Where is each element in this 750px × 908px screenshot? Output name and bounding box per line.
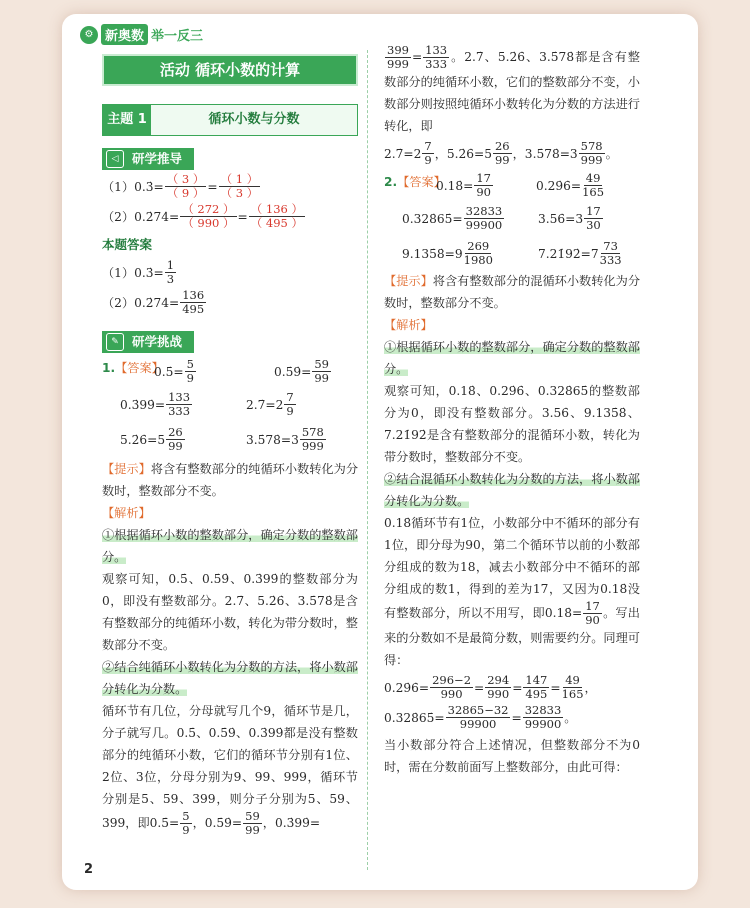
eq-lhs: 0.5̇=: [149, 816, 180, 830]
column-divider: [367, 50, 368, 870]
step-highlight: ①根据循环小数的整数部分，确定分数的整数部分。: [384, 340, 640, 376]
fraction: [165, 173, 207, 200]
q1-step2: [102, 656, 358, 700]
brand-subtitle: 举一反三: [151, 29, 204, 44]
q1-item: [246, 391, 372, 418]
q1-hint: [102, 458, 358, 502]
fraction: [243, 810, 262, 837]
q1-item: [154, 358, 274, 385]
hint-text: 将含有整数部分的混循环小数转化为分数时，整数部分不变。: [384, 274, 641, 310]
fraction: [582, 172, 604, 199]
numerator: 7: [286, 390, 294, 404]
denominator: 90: [585, 613, 600, 627]
numerator: （ 136 ）: [250, 202, 303, 216]
denominator: 495: [525, 687, 548, 701]
q2-paragraph-3: 当小数部分符合上述情况，但整数部分不为0时，需在分数前面写上整数部分，由此可得：: [384, 738, 640, 774]
item-lhs: 7.21̇92̇=7: [538, 246, 599, 261]
q1-grid-rest: [120, 388, 358, 456]
q1-item: [120, 426, 246, 453]
fraction: [385, 44, 411, 71]
numerator: 7: [424, 139, 432, 153]
eq-lhs: 2.7̇=2: [384, 146, 422, 161]
denominator: 99: [168, 439, 183, 453]
denominator: 990: [487, 687, 510, 701]
paragraph-text: 循环节有几位，分母就写几个9，循环节是几，分子就写几。0.5̇、0.5̇9̇、0.3̇99̇都是没有整数部分的纯循环小数，它们的循环节分别有1位、2位、3位，分母分别为9、99、999，循环节分别是5、59、399，则分子分别为5、59、399，即: [102, 704, 358, 830]
fraction: [249, 203, 305, 230]
paragraph-text: 0.18̇循环节有1位，小数部分中不循环的部分有1位，即分母为90，第二个循环节以前的小数部分组成的数为18，减去小数部分中不循环的部分组成的数1，得到的差为17，又因为0.18̇没有整数部分，所以不用写，即: [384, 516, 640, 620]
answer-tag: 【答案】: [397, 175, 446, 189]
denominator: 30: [586, 218, 601, 232]
eq-lhs: 0.29̇6̇=: [384, 680, 430, 695]
eq-a: 0.29̇6̇= $\frac{296-2}{990}$ = $\frac{294}{990}$ = $\frac{147}{495}$ = $\frac{49}{165}$ ，: [384, 673, 597, 701]
fraction: [579, 140, 605, 167]
equals: =: [207, 179, 218, 194]
eq-lhs: ，5.2̇6̇=5: [434, 146, 492, 161]
q2-step1: [384, 336, 640, 380]
numerator: 59: [245, 809, 260, 823]
fraction: [180, 203, 236, 230]
activity-title: 活动 循环小数的计算: [102, 54, 358, 86]
left-column: [102, 54, 358, 837]
numerator: 73: [603, 239, 618, 253]
numerator: 26: [168, 425, 183, 439]
step-highlight: ②结合纯循环小数转化为分数的方法，将小数部分转化为分数。: [102, 660, 358, 696]
q2-item: [436, 172, 536, 199]
fraction: [165, 259, 176, 286]
derive-lhs: （1）0.3̇=: [102, 179, 164, 194]
denominator: 990: [440, 687, 463, 701]
numerator: 32833: [465, 204, 503, 218]
denominator: 333: [599, 253, 622, 267]
denominator: 9: [182, 823, 190, 837]
theme-bar: [102, 104, 358, 136]
numerator: 136: [182, 288, 205, 302]
derive-2: [102, 203, 358, 230]
denominator: 99900: [465, 218, 503, 232]
numerator: 5: [186, 357, 194, 371]
numerator: 133: [425, 43, 448, 57]
eq-lhs: 0.328̇65̇=: [384, 710, 445, 725]
fraction: [485, 674, 511, 701]
numerator: 147: [525, 673, 548, 687]
q1-item: [246, 426, 372, 453]
q2-item: [402, 240, 538, 267]
theme-title: 循环小数与分数: [151, 105, 357, 135]
q2-item: [402, 205, 538, 232]
eq-b: 0.328̇65̇= $\frac{32865-32}{99900}$ = $\frac{32833}{99900}$ 。: [384, 703, 577, 731]
item-lhs: 0.5̇9̇=: [274, 364, 312, 379]
question-number: 2.: [384, 175, 398, 189]
fraction: [464, 240, 493, 267]
eq-lhs: 0.18̇=: [544, 606, 583, 620]
q2-paragraph-2: [384, 512, 640, 671]
fraction: [180, 810, 191, 837]
item-lhs: 3.5̇78̇=3: [246, 432, 299, 447]
numerator: 17: [585, 599, 600, 613]
numerator: 49: [565, 673, 580, 687]
numerator: 399: [387, 43, 409, 57]
fraction: [284, 391, 295, 418]
paragraph-text: 。2.7̇、5.2̇6̇、3.5̇78̇都是含有整数部分的纯循环小数，它们的整数部分不变，小数部分则按照纯循环小数转化为分数的方法进行转化，即: [384, 50, 640, 133]
denominator: 9: [286, 404, 294, 418]
fraction: [600, 240, 622, 267]
answer-title: 本题答案: [102, 237, 153, 252]
q2-item: [538, 240, 658, 267]
numerator: （ 272 ）: [182, 202, 235, 216]
q2-grid: [436, 169, 640, 202]
fraction: [523, 674, 549, 701]
denominator: 99: [314, 371, 329, 385]
fraction: [523, 704, 564, 731]
fraction: [300, 426, 326, 453]
denominator: （ 990 ）: [182, 216, 235, 230]
hint-text: 将含有整数部分的纯循环小数转化为分数时，整数部分不变。: [102, 462, 359, 498]
question-number: 1.: [102, 361, 116, 375]
numerator: 32865−32: [447, 703, 509, 717]
denominator: 1980: [463, 253, 493, 267]
fraction: [166, 426, 185, 453]
logo-icon: ⚙: [80, 26, 98, 44]
fraction: [583, 600, 602, 627]
denominator: 99: [245, 823, 260, 837]
numerator: 49: [585, 171, 601, 185]
numerator: 1: [166, 258, 175, 272]
derive-lhs: （2）0.2̇74̇=: [102, 209, 180, 224]
answer-lhs: （1）0.3̇=: [102, 265, 164, 280]
item-lhs: 5.2̇6̇=5: [120, 432, 166, 447]
q2-item: [536, 172, 656, 199]
q1-paragraph-1: 观察可知，0.5̇、0.5̇9̇、0.3̇99̇的整数部分为0，即没有整数部分。2.7̇、5.2̇6̇、3.5̇78̇是含有整数部分的纯循环小数，转化为带分数时，整数部分不变。: [102, 572, 358, 652]
q2-paragraph-1: 观察可知，0.18̇、0.29̇6̇、0.328̇65̇的整数部分为0，即没有整数部分。3.56̇、9.135̇8̇、7.21̇92̇是含有整数部分的混循环小数，转化为带分数时，整数部分不变。: [384, 384, 640, 464]
paragraph-tail: 。写出来的分数如不是最简分数，则需要约分。同理可得：: [384, 606, 640, 667]
section-derive: [102, 148, 194, 170]
numerator: 59: [314, 357, 329, 371]
item-lhs: 0.5̇=: [154, 364, 184, 379]
derive-1: [102, 173, 358, 200]
item-lhs: 0.29̇6̇=: [536, 178, 582, 193]
denominator: 495: [182, 302, 205, 316]
q1-item: [274, 358, 394, 385]
denominator: 333: [425, 57, 448, 71]
denominator: 333: [168, 404, 191, 418]
fraction: [464, 205, 505, 232]
section-derive-label: 研学推导: [132, 151, 183, 166]
answer-lhs: （2）0.2̇74̇=: [102, 295, 180, 310]
item-lhs: 0.18̇=: [436, 178, 474, 193]
fraction: [430, 674, 473, 701]
fraction: [422, 140, 433, 167]
numerator: 17: [586, 204, 601, 218]
denominator: 3: [166, 272, 175, 286]
denominator: 99900: [524, 717, 562, 731]
item-lhs: 0.328̇65̇=: [402, 211, 463, 226]
page: [62, 14, 698, 890]
item-lhs: 3.56̇=3: [538, 211, 584, 226]
eq-lhs: ，3.5̇78̇=3: [512, 146, 578, 161]
denominator: 165: [561, 687, 584, 701]
item-lhs: 9.135̇8̇=9: [402, 246, 463, 261]
denominator: 99900: [459, 717, 497, 731]
step-highlight: ①根据循环小数的整数部分，确定分数的整数部分。: [102, 528, 358, 564]
denominator: 999: [301, 439, 324, 453]
answer-1: [102, 259, 358, 286]
numerator: 5: [182, 809, 190, 823]
section-challenge-label: 研学挑战: [132, 334, 183, 349]
numerator: 26: [494, 139, 510, 153]
q2-hint: [384, 270, 640, 314]
brand: [80, 24, 203, 45]
numerator: 32833: [524, 703, 562, 717]
fraction: [562, 674, 584, 701]
q1-item: [120, 391, 246, 418]
fraction: [219, 173, 261, 200]
denominator: （ 495 ）: [250, 216, 303, 230]
fraction: [166, 391, 192, 418]
fraction: [474, 172, 493, 199]
r-paragraph-0: $\frac{399}{999}$ = $\frac{133}{333}$ 。2.7̇、5.2̇6̇、3.5̇78̇都是含有整数部分的纯循环小数，它们的整数部分不变，小数部分则按照纯循环小数转化为分数的方法进行转化，即: [384, 43, 640, 133]
denominator: 90: [476, 185, 491, 199]
q1-paragraph-2: [102, 700, 358, 837]
denominator: （ 9 ）: [166, 186, 205, 200]
numerator: （ 3 ）: [166, 172, 205, 186]
denominator: 999: [580, 153, 603, 167]
brand-name: 新奥数: [101, 24, 148, 45]
analysis-tag: 【解析】: [384, 318, 433, 332]
theme-number: 主题 1: [103, 105, 151, 135]
fraction: [423, 44, 449, 71]
answer-2: [102, 289, 358, 316]
fraction: [185, 358, 196, 385]
numerator: 269: [467, 239, 490, 253]
fraction: [584, 205, 603, 232]
q2-grid-rest: [402, 202, 640, 270]
page-number: 2: [84, 862, 94, 877]
item-lhs: 0.3̇99̇=: [120, 397, 166, 412]
megaphone-icon: ◁: [106, 150, 124, 168]
eq-lhs: ，0.3̇99̇=: [262, 816, 321, 830]
denominator: （ 3 ）: [220, 186, 259, 200]
eq-lhs: ，0.5̇9̇=: [192, 816, 243, 830]
fraction: [180, 289, 206, 316]
numerator: 578: [580, 139, 603, 153]
numerator: 133: [168, 390, 191, 404]
q2-item: [538, 205, 658, 232]
hint-tag: 【提示】: [102, 462, 151, 476]
denominator: 999: [387, 57, 409, 71]
numerator: 296−2: [432, 673, 472, 687]
denominator: 9: [424, 153, 432, 167]
section-challenge: [102, 331, 194, 353]
denominator: 165: [582, 185, 605, 199]
right-column: [384, 44, 640, 778]
analysis-tag: 【解析】: [102, 506, 151, 520]
pencil-icon: ✎: [106, 333, 124, 351]
equals: =: [237, 209, 248, 224]
fraction: [312, 358, 331, 385]
denominator: 99: [494, 153, 510, 167]
q1-grid: [154, 355, 358, 388]
numerator: 17: [476, 171, 491, 185]
numerator: （ 1 ）: [220, 172, 259, 186]
numerator: 294: [487, 673, 510, 687]
answer-tag: 【答案】: [115, 361, 164, 375]
step-highlight: ②结合混循环小数转化为分数的方法，将小数部分转化为分数。: [384, 472, 640, 508]
numerator: 578: [301, 425, 324, 439]
r-eq-row: 2.7̇=2 $\frac{7}{9}$ ，5.2̇6̇=5 $\frac{26}{99}$ ，3.5̇78̇=3 $\frac{578}{999}$ 。: [384, 139, 618, 167]
hint-tag: 【提示】: [384, 274, 433, 288]
fraction: [446, 704, 511, 731]
item-lhs: 2.7̇=2: [246, 397, 284, 412]
q2-step2: [384, 468, 640, 512]
fraction: [493, 140, 512, 167]
denominator: 9: [186, 371, 194, 385]
q1-step1: [102, 524, 358, 568]
